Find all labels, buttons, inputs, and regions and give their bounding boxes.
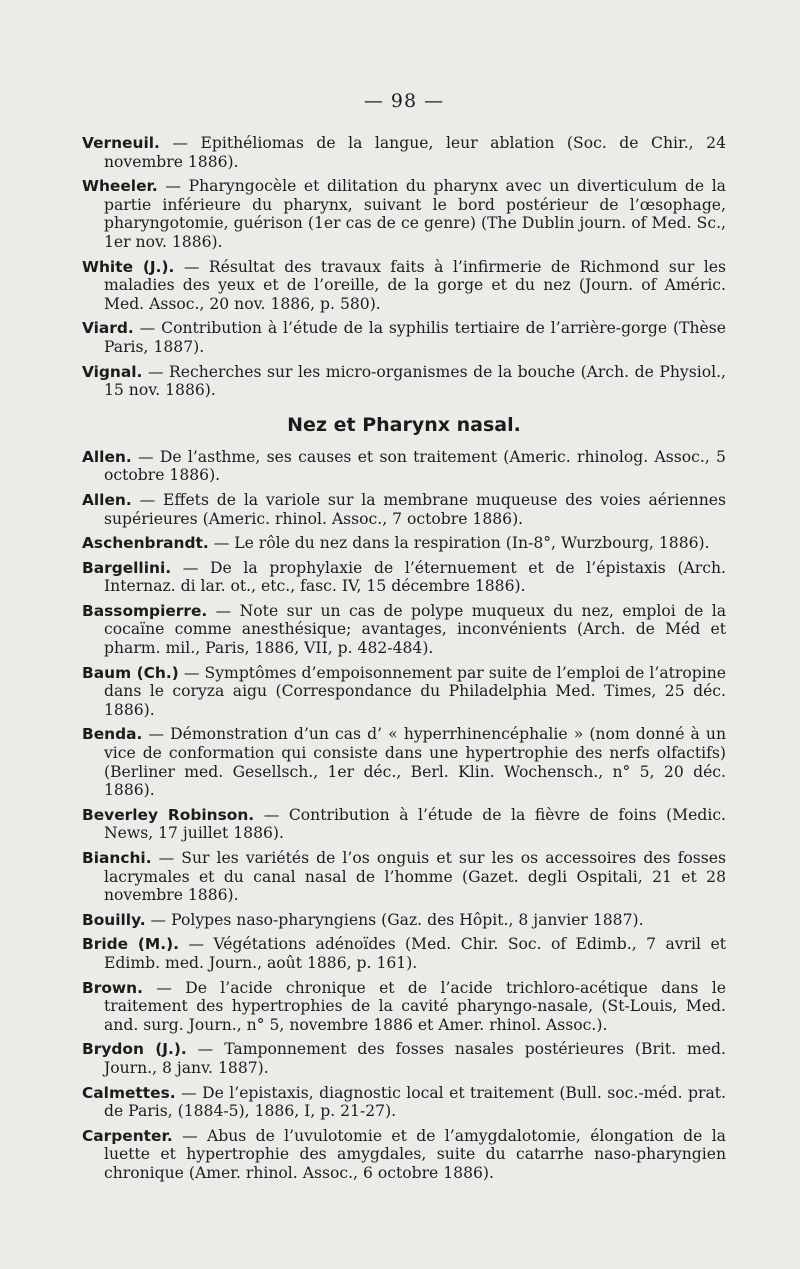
- entry-text: — Symptômes d’empoisonnement par suite de l’emploi de l’atropine dans le coryza aigu (Correspondance du Philadelphia Med. Times, 25 déc. 1886).: [104, 663, 726, 719]
- entry-text: — Pharyngocèle et dilitation du pharynx avec un diverticulum de la partie inférieure du pharynx, suivant le bord postérieur de l’œsophage, pharyngotomie, guérison (1er cas de ce genre) (The Dublin journ. of Med. Sc., 1er nov. 1886).: [104, 177, 726, 251]
- entry-author: Verneuil.: [82, 134, 160, 152]
- entry-text: — Abus de l’uvulotomie et de l’amygdalotomie, élongation de la luette et hypertrophie des amygdales, suite du catarrhe naso-pharyngien chronique (Amer. rhinol. Assoc., 6 octobre 1886).: [104, 1126, 726, 1182]
- entry-author: Bride (M.).: [82, 935, 179, 954]
- entry-text: — Contribution à l’étude de la fièvre de foins (Medic. News, 17 juillet 1886).: [104, 805, 727, 843]
- entries-top-list: [82, 134, 726, 400]
- entry-text: — Note sur un cas de polype muqueux du nez, emploi de la cocaïne comme anesthésique; avantages, inconvénients (Arch. de Méd et pharm. mil., Paris, 1886, VII, p. 482-484).: [104, 601, 726, 658]
- entry-author: Baum (Ch.): [82, 663, 179, 682]
- entry-text: — De l’acide chronique et de l’acide trichloro-acétique dans le traitement des hypertrophies de la cavité pharyngo-nasale, (St-Louis, Med. and. surg. Journ., n° 5, novembre 1886 et Amer. rhinol. Assoc.).: [104, 978, 726, 1034]
- bibliography-entry: [82, 1084, 726, 1121]
- bibliography-entry: [82, 935, 726, 972]
- bibliography-entry: [82, 602, 726, 658]
- bibliography-entry: [82, 1040, 726, 1077]
- entry-text: — De l’asthme, ses causes et son traitement (Americ. rhinolog. Assoc., 5 octobre 1886).: [104, 447, 726, 485]
- entry-author: Carpenter.: [82, 1126, 173, 1145]
- bibliography-entry: [82, 979, 726, 1035]
- entry-text: — Recherches sur les micro-organismes de la bouche (Arch. de Physiol., 15 nov. 1886).: [104, 362, 726, 400]
- entry-text: — De l’epistaxis, diagnostic local et traitement (Bull. soc.-méd. prat. de Paris, (1884-5), 1886, I, p. 21-27).: [104, 1083, 726, 1121]
- entry-author: Beverley Robinson.: [82, 805, 255, 824]
- entry-author: Aschenbrandt.: [82, 534, 209, 553]
- entry-author: Bouilly.: [82, 910, 146, 929]
- entry-author: Viard.: [82, 319, 134, 338]
- bibliography-entry: [82, 911, 726, 930]
- entry-author: Bianchi.: [82, 849, 152, 867]
- entry-text: — Résultat des travaux faits à l’infirmerie de Richmond sur les maladies des yeux et de l’oreille, de la gorge et du nez (Journ. of Améric. Med. Assoc., 20 nov. 1886, p. 580).: [104, 257, 726, 313]
- entry-text: — Végétations adénoïdes (Med. Chir. Soc. of Edimb., 7 avril et Edimb. med. Journ., août 1886, p. 161).: [104, 935, 726, 972]
- entry-author: Brown.: [82, 978, 143, 997]
- entries-bottom-list: [82, 448, 726, 1183]
- page-number: — 98 —: [363, 90, 445, 112]
- bibliography-entry: [82, 448, 726, 485]
- bibliography-entry: [82, 491, 726, 528]
- entry-author: Wheeler.: [82, 177, 158, 196]
- section-title: Nez et Pharynx nasal.: [287, 413, 521, 436]
- entry-author: Brydon (J.).: [82, 1040, 187, 1059]
- bibliography-entry: [82, 849, 726, 905]
- bibliography-entry: [82, 559, 726, 596]
- entry-text: — Démonstration d’un cas d’ « hyperrhinencéphalie » (nom donné à un vice de conformation qui consiste dans une hypertrophie des nerfs olfactifs) (Berliner med. Gesellsch., 1er déc., Berl. Klin. Wochensch., n° 5, 20 déc. 1886).: [104, 725, 726, 800]
- bibliography-entry: [82, 177, 726, 251]
- bibliography-entry: [82, 258, 726, 314]
- entry-text: — Le rôle du nez dans la respiration (In-8°, Wurzbourg, 1886).: [213, 534, 710, 553]
- entry-text: — Epithéliomas de la langue, leur ablation (Soc. de Chir., 24 novembre 1886).: [104, 134, 726, 171]
- bibliography-entry: [82, 534, 726, 553]
- entry-text: — Sur les variétés de l’os onguis et sur les os accessoires des fosses lacrymales et du canal nasal de l’homme (Gazet. degli Ospitali, 21 et 28 novembre 1886).: [104, 849, 726, 905]
- entry-author: Bargellini.: [82, 558, 172, 577]
- entry-author: Benda.: [82, 725, 143, 744]
- entry-author: Allen.: [82, 490, 132, 509]
- bibliography-entry: [82, 725, 726, 799]
- entry-author: White (J.).: [82, 257, 175, 276]
- entry-author: Calmettes.: [82, 1083, 176, 1102]
- entry-text: — Effets de la variole sur la membrane muqueuse des voies aériennes supérieures (Americ. rhinol. Assoc., 7 octobre 1886).: [104, 490, 726, 528]
- bibliography-entry: [82, 1127, 726, 1183]
- bibliography-entry: [82, 806, 726, 843]
- entry-text: — Polypes naso-pharyngiens (Gaz. des Hôpit., 8 janvier 1887).: [150, 910, 644, 929]
- entry-text: — Tamponnement des fosses nasales postérieures (Brit. med. Journ., 8 janv. 1887).: [104, 1040, 726, 1077]
- entry-author: Vignal.: [82, 362, 143, 381]
- bibliography-entry: [82, 319, 726, 356]
- bibliography-entry: [82, 134, 726, 171]
- bibliography-entry: [82, 664, 726, 720]
- entry-text: — De la prophylaxie de l’éternuement et de l’épistaxis (Arch. Internaz. di lar. ot., etc., fasc. IV, 15 décembre 1886).: [104, 558, 726, 596]
- entry-author: Allen.: [82, 447, 132, 466]
- bibliography-entry: [82, 363, 726, 400]
- entry-author: Bassompierre.: [82, 601, 208, 620]
- entry-text: — Contribution à l’étude de la syphilis tertiaire de l’arrière-gorge (Thèse Paris, 1887).: [104, 319, 726, 356]
